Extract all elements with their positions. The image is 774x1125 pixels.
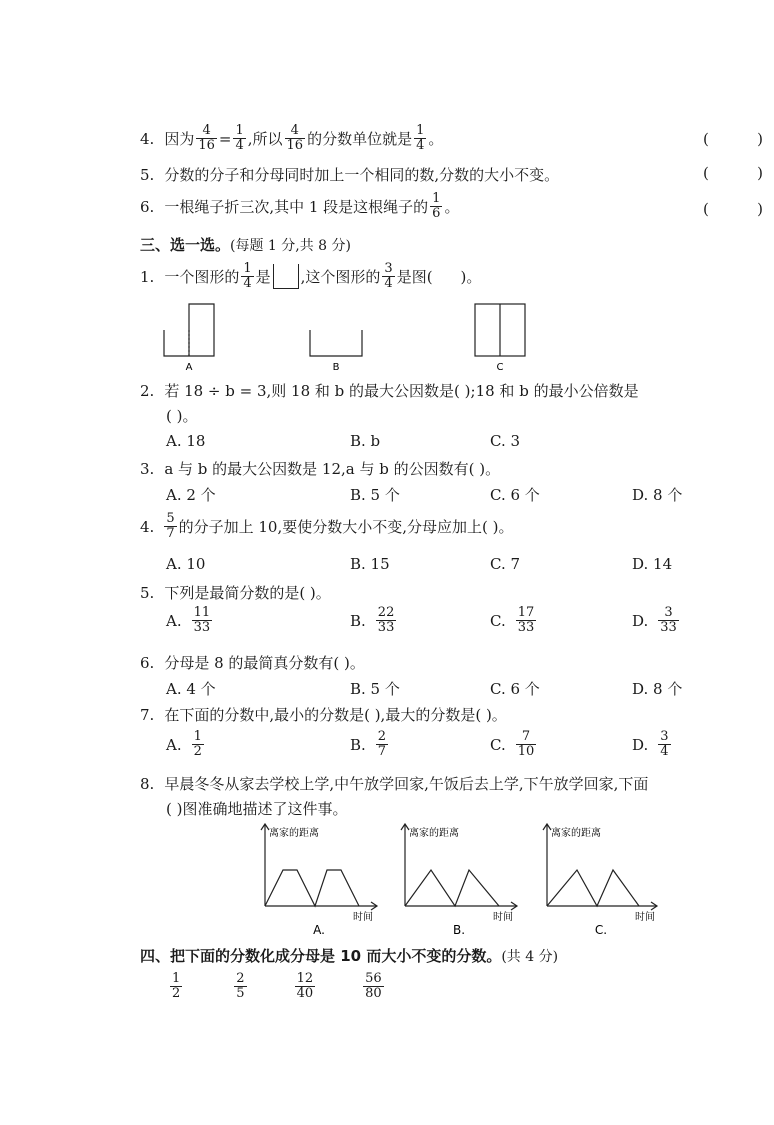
question-number: 4. bbox=[140, 517, 155, 536]
choice-q4: 4. $\frac{5}{7}$ 的分子加上 10,要使分数大小不变,分母应加上( )。 bbox=[140, 511, 514, 541]
answer-paren[interactable]: ( ) bbox=[703, 200, 763, 218]
fraction: $\frac{1}{4}$ bbox=[235, 123, 244, 153]
option-a[interactable]: A. 10 bbox=[166, 555, 206, 573]
option-d[interactable]: D. $\frac{3}{33}$ bbox=[632, 605, 677, 635]
question-number: 6. bbox=[140, 197, 155, 216]
fraction: $\frac{1}{2}$ bbox=[193, 729, 202, 759]
x-axis-label-c: 时间 bbox=[635, 912, 655, 923]
choice-q2-line2: ( )。 bbox=[166, 407, 198, 425]
judge-q6: 6. 一根绳子折三次,其中 1 段是这根绳子的 $\frac{1}{6}$ 。 bbox=[140, 191, 460, 221]
figure-b bbox=[310, 330, 362, 356]
choice-q5: 5. 下列是最简分数的是( )。 bbox=[140, 584, 331, 602]
option-c[interactable]: C. 6 个 bbox=[490, 486, 540, 504]
answer-paren[interactable]: ( ) bbox=[703, 164, 763, 182]
x-axis-label-a: 时间 bbox=[353, 912, 373, 923]
choice-q6: 6. 分母是 8 的最简真分数有( )。 bbox=[140, 654, 365, 672]
figure-label-a: A bbox=[185, 362, 193, 373]
option-a[interactable]: A. 4 个 bbox=[166, 680, 216, 698]
option-b[interactable]: B. $\frac{22}{33}$ bbox=[350, 605, 395, 635]
question-number: 4. bbox=[140, 129, 155, 148]
question-number: 2. bbox=[140, 382, 155, 400]
y-axis-label-b: 离家的距离 bbox=[409, 828, 459, 839]
fraction-list bbox=[168, 972, 386, 1001]
option-d[interactable]: D. $\frac{3}{4}$ bbox=[632, 729, 669, 759]
option-c[interactable]: C. 3 bbox=[490, 432, 521, 450]
option-b[interactable]: B. 15 bbox=[350, 555, 390, 573]
choice-q8: 8. 早晨冬冬从家去学校上学,中午放学回家,午饭后去上学,下午放学回家,下面 bbox=[140, 775, 649, 793]
fraction: $\frac{4}{16}$ bbox=[286, 123, 304, 153]
fraction: $\frac{56}{80}$ bbox=[365, 971, 382, 1001]
shape-icon bbox=[273, 264, 299, 289]
option-a[interactable]: A. $\frac{11}{33}$ bbox=[166, 605, 211, 635]
q8-graphs bbox=[255, 818, 675, 938]
question-number: 5. bbox=[140, 584, 155, 602]
option-c[interactable]: C. $\frac{17}{33}$ bbox=[490, 605, 535, 635]
x-axis-label-b: 时间 bbox=[493, 912, 513, 923]
question-number: 7. bbox=[140, 706, 155, 724]
question-number: 8. bbox=[140, 775, 155, 793]
choice-q7: 7. 在下面的分数中,最小的分数是( ),最大的分数是( )。 bbox=[140, 706, 507, 724]
option-c[interactable]: C. $\frac{7}{10}$ bbox=[490, 729, 535, 759]
option-b[interactable]: B. 5 个 bbox=[350, 680, 400, 698]
figure-c bbox=[475, 304, 525, 356]
option-a[interactable]: A. 2 个 bbox=[166, 486, 216, 504]
question-number: 6. bbox=[140, 654, 155, 672]
choice-q1: 1. 一个图形的 $\frac{1}{4}$ 是 ,这个图形的 $\frac{3}{4}$ 是图( )。 bbox=[140, 261, 482, 291]
option-d[interactable]: D. 8 个 bbox=[632, 486, 683, 504]
option-b[interactable]: B. $\frac{2}{7}$ bbox=[350, 729, 387, 759]
fraction: $\frac{7}{10}$ bbox=[517, 729, 535, 759]
figure-a bbox=[164, 304, 214, 356]
fraction: $\frac{5}{7}$ bbox=[166, 511, 175, 541]
figure-label-b: B bbox=[332, 362, 340, 373]
choice-q3: 3. a 与 b 的最大公因数是 12,a 与 b 的公因数有( )。 bbox=[140, 460, 501, 478]
section-heading: 四、把下面的分数化成分母是 10 而大小不变的分数。(共 4 分) bbox=[140, 947, 559, 965]
choice-q2: 2. 若 18 ÷ b = 3,则 18 和 b 的最大公因数是( );18 和 b 的最小公倍数是 bbox=[140, 382, 639, 400]
fraction: $\frac{1}{4}$ bbox=[416, 123, 425, 153]
fraction: $\frac{2}{7}$ bbox=[377, 729, 387, 759]
fraction: $\frac{3}{4}$ bbox=[384, 261, 393, 291]
fraction: $\frac{1}{4}$ bbox=[243, 261, 252, 291]
judge-q5: 5. 分数的分子和分母同时加上一个相同的数,分数的大小不变。 bbox=[140, 165, 560, 184]
answer-paren[interactable]: ( ) bbox=[703, 130, 763, 148]
graph-label-b: B. bbox=[452, 923, 466, 937]
option-d[interactable]: D. 14 bbox=[632, 555, 673, 573]
fraction: $\frac{22}{33}$ bbox=[377, 605, 395, 635]
fraction: $\frac{4}{16}$ bbox=[198, 123, 215, 153]
fraction: $\frac{11}{33}$ bbox=[193, 605, 211, 635]
option-a[interactable]: A. $\frac{1}{2}$ bbox=[166, 729, 202, 759]
fraction: $\frac{17}{33}$ bbox=[517, 605, 535, 635]
fraction: $\frac{3}{33}$ bbox=[660, 605, 677, 635]
option-b[interactable]: B. b bbox=[350, 432, 381, 450]
option-c[interactable]: C. 7 bbox=[490, 555, 521, 573]
option-b[interactable]: B. 5 个 bbox=[350, 486, 400, 504]
y-axis-label-a: 离家的距离 bbox=[269, 828, 319, 839]
option-c[interactable]: C. 6 个 bbox=[490, 680, 540, 698]
fraction: $\frac{12}{40}$ bbox=[296, 971, 314, 1001]
question-number: 3. bbox=[140, 460, 155, 478]
q1-figures bbox=[150, 300, 550, 374]
question-number: 1. bbox=[140, 267, 155, 286]
fraction: $\frac{1}{2}$ bbox=[172, 971, 181, 1001]
judge-q4: 4. 因为 $\frac{4}{16}$ = $\frac{1}{4}$ ,所以 $\frac{4}{16}$ 的分数单位就是 $\frac{1}{4}$ 。 bbox=[140, 123, 444, 153]
graph-label-a: A. bbox=[313, 923, 325, 937]
fraction: $\frac{1}{6}$ bbox=[432, 191, 441, 221]
fraction: $\frac{3}{4}$ bbox=[660, 729, 669, 759]
fraction: $\frac{2}{5}$ bbox=[236, 971, 245, 1001]
option-d[interactable]: D. 8 个 bbox=[632, 680, 683, 698]
question-number: 5. bbox=[140, 165, 155, 184]
choice-q8-line2: ( )图准确地描述了这件事。 bbox=[166, 800, 348, 818]
graph-label-c: C. bbox=[594, 923, 608, 937]
y-axis-label-c: 离家的距离 bbox=[551, 828, 601, 839]
section-heading: 三、选一选。(每题 1 分,共 8 分) bbox=[140, 236, 352, 254]
option-a[interactable]: A. 18 bbox=[166, 432, 206, 450]
figure-label-c: C bbox=[496, 362, 504, 373]
